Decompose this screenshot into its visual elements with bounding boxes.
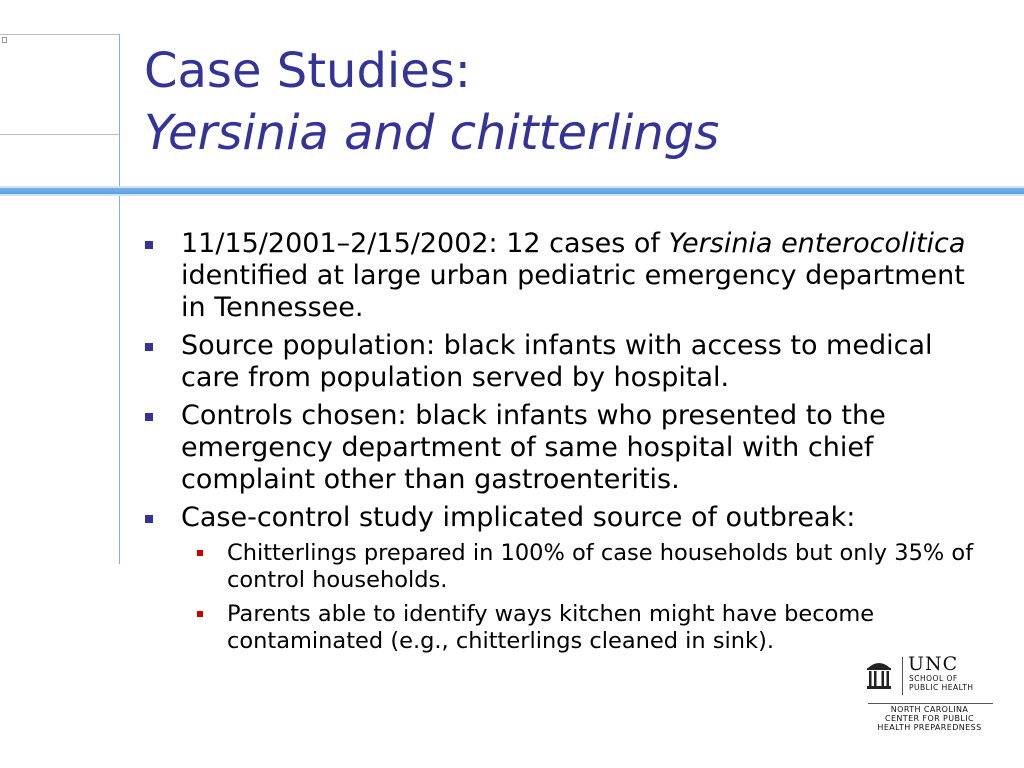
square-bullet-icon	[145, 343, 153, 351]
unc-logo	[862, 655, 997, 735]
bullet-text: Controls chosen: black infants who presented to the emergency department of same hospital with chief complaint other than gastroenteritis.	[181, 400, 886, 495]
bullet-text-prefix: 11/15/2001–2/15/2002: 12 cases of	[181, 228, 669, 259]
bullet-item	[142, 400, 992, 496]
sub-bullet-item	[142, 540, 992, 594]
sub-bullet-item	[142, 601, 992, 655]
vertical-rule	[119, 34, 120, 564]
slide-title	[144, 40, 719, 164]
bullet-item	[142, 502, 992, 534]
logo-center-line-2: CENTER FOR PUBLIC	[884, 714, 975, 723]
broken-image-icon	[2, 37, 7, 43]
logo-unc: UNC	[908, 653, 959, 675]
bullet-item	[142, 228, 992, 324]
logo-school-line-2: PUBLIC HEALTH	[909, 682, 974, 692]
square-bullet-icon	[145, 515, 153, 523]
logo-rule	[868, 703, 993, 704]
broken-image-placeholder	[0, 34, 120, 135]
old-well-icon	[866, 657, 892, 691]
logo-center-line-1: NORTH CAROLINA	[890, 705, 969, 714]
logo-separator	[902, 657, 903, 695]
bullet-item	[142, 330, 992, 394]
title-line-1: Case Studies:	[144, 43, 471, 99]
slide-body	[142, 228, 992, 662]
sub-bullet-text: Parents able to identify ways kitchen might have become contaminated (e.g., chitterlings cleaned in sink).	[227, 601, 875, 654]
square-bullet-icon	[197, 611, 203, 617]
title-line-2: Yersinia and chitterlings	[144, 105, 720, 161]
logo-center	[862, 705, 997, 732]
logo-center-line-3: HEALTH PREPAREDNESS	[877, 723, 982, 732]
bullet-text: Case-control study implicated source of outbreak:	[181, 502, 856, 533]
logo-school	[909, 675, 974, 692]
sub-bullet-text: Chitterlings prepared in 100% of case households but only 35% of control households.	[227, 540, 974, 593]
square-bullet-icon	[145, 413, 153, 421]
bullet-text-italic: Yersinia enterocolitica	[668, 228, 966, 259]
title-divider-bar	[0, 186, 1024, 196]
logo-school-line-1: SCHOOL OF	[909, 674, 958, 683]
square-bullet-icon	[145, 241, 153, 249]
bullet-text: Source population: black infants with access to medical care from population served by hospital.	[181, 330, 933, 393]
square-bullet-icon	[197, 550, 203, 556]
bullet-text-suffix: identified at large urban pediatric emergency department in Tennessee.	[181, 260, 965, 323]
